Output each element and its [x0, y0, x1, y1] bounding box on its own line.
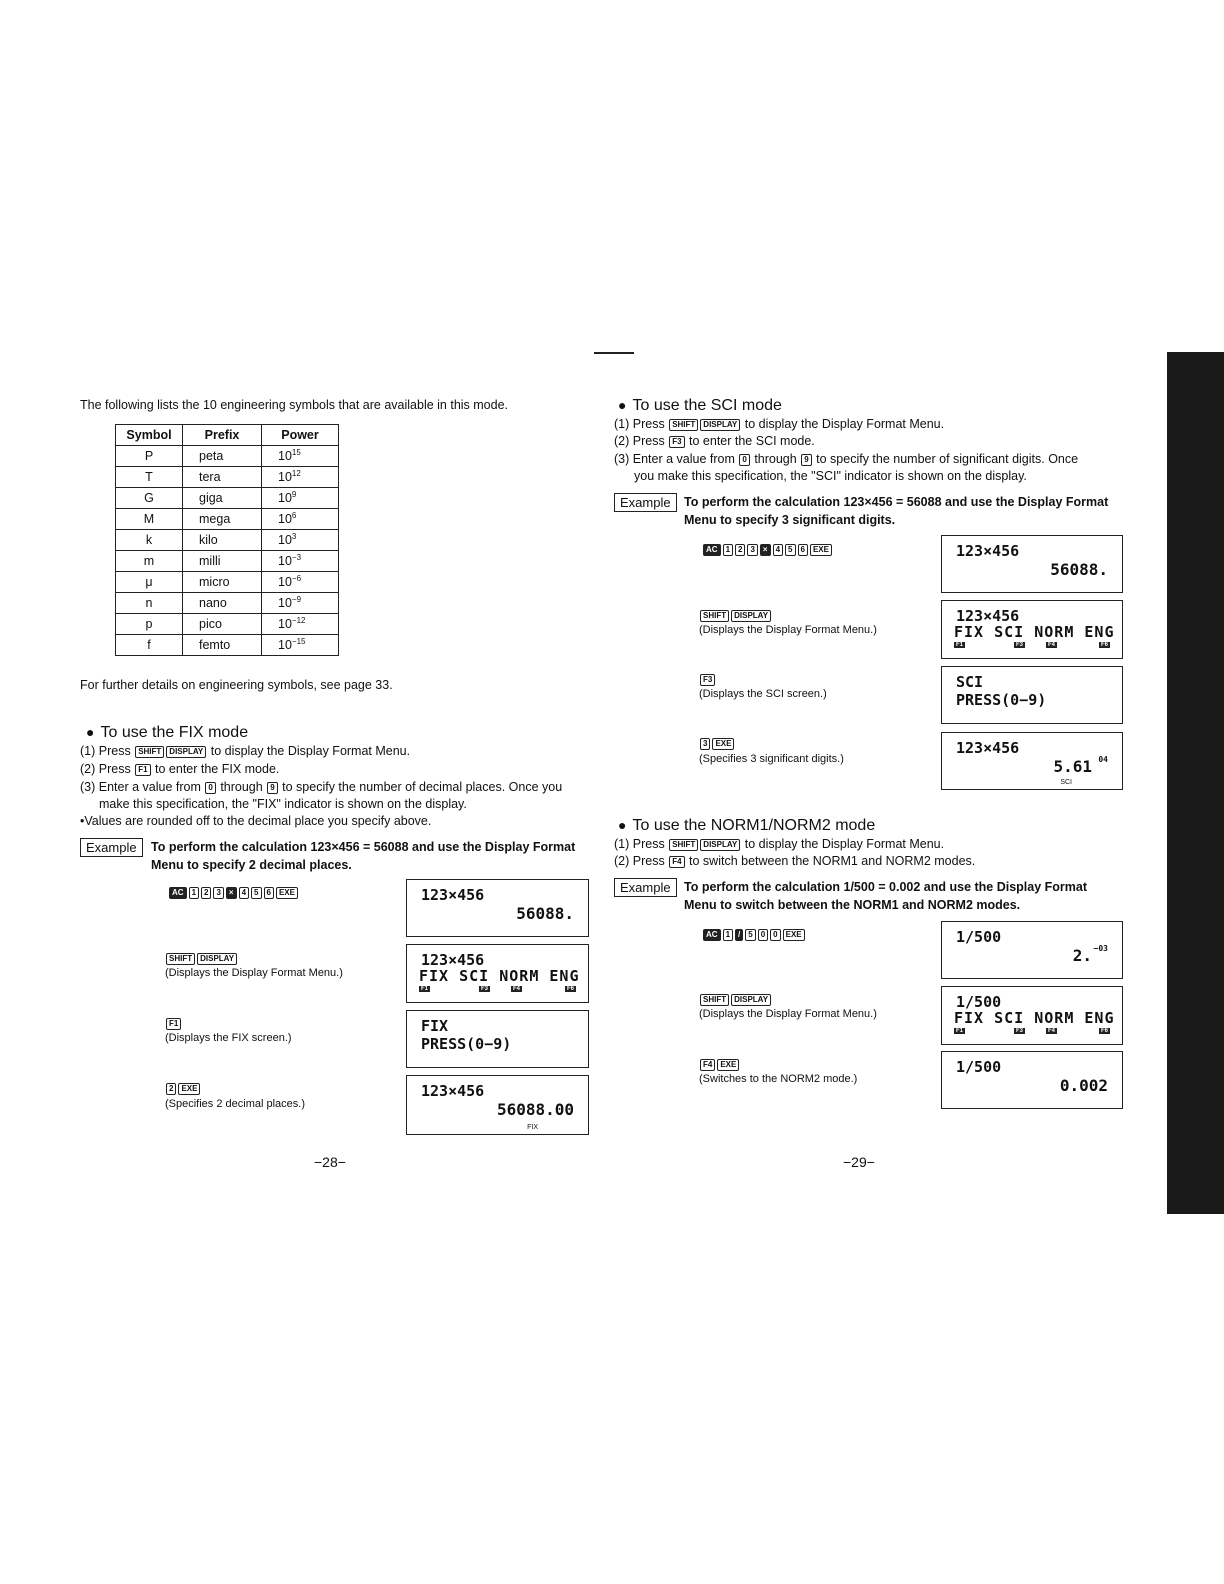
prefix-cell: mega [183, 509, 262, 530]
nine-key-icon: 9 [801, 454, 811, 466]
shift-key-icon: SHIFT [166, 953, 195, 965]
display-key-icon: DISPLAY [731, 994, 771, 1006]
three-key-icon: 3 [213, 887, 223, 899]
fix-key-sequence-4 [165, 1081, 201, 1095]
power-cell: $10^{-3}$ [262, 551, 339, 572]
sci-section-title: ● To use the SCI mode [618, 397, 782, 414]
sci-example-label: Example [614, 493, 677, 512]
shift-key-icon: SHIFT [700, 610, 729, 622]
norm-screen-3: 1/500 0.002 [941, 1051, 1123, 1109]
table-row [116, 467, 339, 488]
f4-key-icon: F4 [700, 1059, 715, 1071]
sci-step-2: (2) Press F3 to enter the SCI mode. [614, 434, 815, 448]
display-key-icon: DISPLAY [700, 839, 740, 851]
sci-step-3-cont: you make this specification, the "SCI" indicator is shown on the display. [634, 469, 1027, 483]
f1-key-icon: F1 [135, 764, 150, 776]
six-key-icon: 6 [798, 544, 808, 556]
norm-key-sequence-1 [702, 927, 806, 941]
power-cell: $10^{15}$ [262, 446, 339, 467]
symbol-cell: p [116, 614, 183, 635]
table-row [116, 572, 339, 593]
times-key-icon: × [760, 544, 771, 556]
power-cell: $10^3$ [262, 530, 339, 551]
sci-screen-2: 123×456 FIX SCI NORM ENG F1 F3 F4 F6 [941, 600, 1123, 659]
prefix-cell: peta [183, 446, 262, 467]
table-row [116, 509, 339, 530]
divide-key-icon: / [735, 929, 743, 941]
fix-screen-4: 123×456 56088.00 FIX [406, 1075, 589, 1135]
ac-key-icon: AC [169, 887, 187, 899]
fix-example-title-1: To perform the calculation 123×456 = 56088 and use the Display Format [151, 840, 576, 854]
sci-screen-3: SCI PRESS(0−9) [941, 666, 1123, 724]
fix-example-title-2: Menu to specify 2 decimal places. [151, 858, 352, 872]
norm-screen-2: 1/500 FIX SCI NORM ENG F1 F3 F4 F6 [941, 986, 1123, 1045]
table-header: Prefix [183, 425, 262, 446]
six-key-icon: 6 [264, 887, 274, 899]
ac-key-icon: AC [703, 544, 721, 556]
three-key-icon: 3 [700, 738, 710, 750]
fix-step-3-cont: make this specification, the "FIX" indicator is shown on the display. [99, 797, 467, 811]
table-row [116, 635, 339, 656]
exe-key-icon: EXE [783, 929, 805, 941]
norm-screen-1: 1/500 2. −03 [941, 921, 1123, 979]
fix-step-1: (1) Press SHIFT DISPLAY to display the Display Format Menu. [80, 744, 411, 758]
fix-key-sequence-3 [165, 1016, 182, 1030]
symbol-cell: m [116, 551, 183, 572]
f3-key-icon: F3 [669, 436, 684, 448]
table-row [116, 446, 339, 467]
symbol-cell: G [116, 488, 183, 509]
nine-key-icon: 9 [267, 782, 277, 794]
sci-step-3: (3) Enter a value from 0 through 9 to specify the number of significant digits. Once [614, 452, 1079, 466]
prefix-cell: milli [183, 551, 262, 572]
display-key-icon: DISPLAY [700, 419, 740, 431]
two-key-icon: 2 [201, 887, 211, 899]
fix-caption-3: (Specifies 2 decimal places.) [165, 1098, 306, 1110]
zero-key-icon: 0 [758, 929, 768, 941]
sci-caption-3: (Specifies 3 significant digits.) [699, 753, 844, 765]
power-cell: $10^{-15}$ [262, 635, 339, 656]
prefix-cell: giga [183, 488, 262, 509]
prefix-cell: kilo [183, 530, 262, 551]
fix-caption-2: (Displays the FIX screen.) [165, 1032, 292, 1044]
five-key-icon: 5 [251, 887, 261, 899]
power-cell: $10^{12}$ [262, 467, 339, 488]
norm-caption-1: (Displays the Display Format Menu.) [699, 1008, 877, 1020]
fix-screen-1: 123×456 56088. [406, 879, 589, 937]
exe-key-icon: EXE [810, 544, 832, 556]
fix-key-sequence-1 [168, 885, 299, 899]
one-key-icon: 1 [723, 929, 733, 941]
prefix-cell: nano [183, 593, 262, 614]
page-number-right: −29− [843, 1154, 875, 1170]
zero-key-icon: 0 [205, 782, 215, 794]
f1-key-icon: F1 [166, 1018, 181, 1030]
symbol-cell: k [116, 530, 183, 551]
norm-example-title-2: Menu to switch between the NORM1 and NORM2 modes. [684, 898, 1021, 912]
norm-key-sequence-3 [699, 1057, 740, 1071]
sci-key-sequence-4 [699, 736, 735, 750]
sci-key-sequence-1 [702, 542, 833, 556]
norm-step-1: (1) Press SHIFT DISPLAY to display the Display Format Menu. [614, 837, 945, 851]
exe-key-icon: EXE [276, 887, 298, 899]
fix-example-label: Example [80, 838, 143, 857]
one-key-icon: 1 [723, 544, 733, 556]
table-row [116, 530, 339, 551]
symbol-cell: P [116, 446, 183, 467]
norm-section-title: ● To use the NORM1/NORM2 mode [618, 817, 876, 834]
fix-key-sequence-2 [165, 951, 238, 965]
sci-step-1: (1) Press SHIFT DISPLAY to display the Display Format Menu. [614, 417, 945, 431]
norm-caption-2: (Switches to the NORM2 mode.) [699, 1073, 858, 1085]
prefix-cell: tera [183, 467, 262, 488]
symbol-cell: T [116, 467, 183, 488]
power-cell: $10^9$ [262, 488, 339, 509]
table-row [116, 488, 339, 509]
f3-key-icon: F3 [700, 674, 715, 686]
five-key-icon: 5 [785, 544, 795, 556]
display-key-icon: DISPLAY [731, 610, 771, 622]
power-cell: $10^{-6}$ [262, 572, 339, 593]
f4-key-icon: F4 [669, 856, 684, 868]
norm-step-2: (2) Press F4 to switch between the NORM1 and NORM2 modes. [614, 854, 976, 868]
power-cell: $10^{-9}$ [262, 593, 339, 614]
table-row [116, 551, 339, 572]
fix-screen-3: FIX PRESS(0−9) [406, 1010, 589, 1068]
shift-key-icon: SHIFT [700, 994, 729, 1006]
zero-key-icon: 0 [739, 454, 749, 466]
sci-screen-4: 123×456 5.61 04 SCI [941, 732, 1123, 790]
shift-key-icon: SHIFT [669, 419, 698, 431]
page-number-left: −28− [314, 1154, 346, 1170]
norm-example-title-1: To perform the calculation 1/500 = 0.002 and use the Display Format [684, 880, 1088, 894]
table-header: Power [262, 425, 339, 446]
shift-key-icon: SHIFT [135, 746, 164, 758]
shift-key-icon: SHIFT [669, 839, 698, 851]
one-key-icon: 1 [189, 887, 199, 899]
exe-key-icon: EXE [712, 738, 734, 750]
three-key-icon: 3 [747, 544, 757, 556]
sci-screen-1: 123×456 56088. [941, 535, 1123, 593]
two-key-icon: 2 [166, 1083, 176, 1095]
four-key-icon: 4 [239, 887, 249, 899]
sci-key-sequence-2 [699, 608, 772, 622]
fix-step-3: (3) Enter a value from 0 through 9 to specify the number of decimal places. Once you [80, 780, 563, 794]
prefix-cell: femto [183, 635, 262, 656]
exe-key-icon: EXE [178, 1083, 200, 1095]
sci-caption-2: (Displays the SCI screen.) [699, 688, 827, 700]
engineering-symbols-table [115, 424, 339, 656]
symbol-cell: n [116, 593, 183, 614]
prefix-cell: pico [183, 614, 262, 635]
page-edge-shadow [1167, 352, 1224, 1214]
sci-caption-1: (Displays the Display Format Menu.) [699, 624, 877, 636]
symbol-cell: μ [116, 572, 183, 593]
display-key-icon: DISPLAY [197, 953, 237, 965]
two-key-icon: 2 [735, 544, 745, 556]
zero-key-icon: 0 [770, 929, 780, 941]
power-cell: $10^{-12}$ [262, 614, 339, 635]
norm-example-label: Example [614, 878, 677, 897]
top-rule [594, 352, 634, 354]
display-key-icon: DISPLAY [166, 746, 206, 758]
five-key-icon: 5 [745, 929, 755, 941]
fix-caption-1: (Displays the Display Format Menu.) [165, 967, 343, 979]
symbol-cell: M [116, 509, 183, 530]
fix-step-2: (2) Press F1 to enter the FIX mode. [80, 762, 280, 776]
fix-note: •Values are rounded off to the decimal place you specify above. [80, 814, 432, 828]
sci-example-title-1: To perform the calculation 123×456 = 56088 and use the Display Format [684, 495, 1109, 509]
intro-text: The following lists the 10 engineering symbols that are available in this mode. [80, 398, 509, 412]
ac-key-icon: AC [703, 929, 721, 941]
power-cell: $10^6$ [262, 509, 339, 530]
fix-section-title: ● To use the FIX mode [86, 724, 249, 741]
times-key-icon: × [226, 887, 237, 899]
table-row [116, 614, 339, 635]
further-details-text: For further details on engineering symbols, see page 33. [80, 678, 393, 692]
four-key-icon: 4 [773, 544, 783, 556]
prefix-cell: micro [183, 572, 262, 593]
table-header: Symbol [116, 425, 183, 446]
symbol-cell: f [116, 635, 183, 656]
fix-screen-2: 123×456 FIX SCI NORM ENG F1 F3 F4 F6 [406, 944, 589, 1003]
sci-example-title-2: Menu to specify 3 significant digits. [684, 513, 896, 527]
norm-key-sequence-2 [699, 992, 772, 1006]
table-row [116, 593, 339, 614]
sci-key-sequence-3 [699, 672, 716, 686]
exe-key-icon: EXE [717, 1059, 739, 1071]
